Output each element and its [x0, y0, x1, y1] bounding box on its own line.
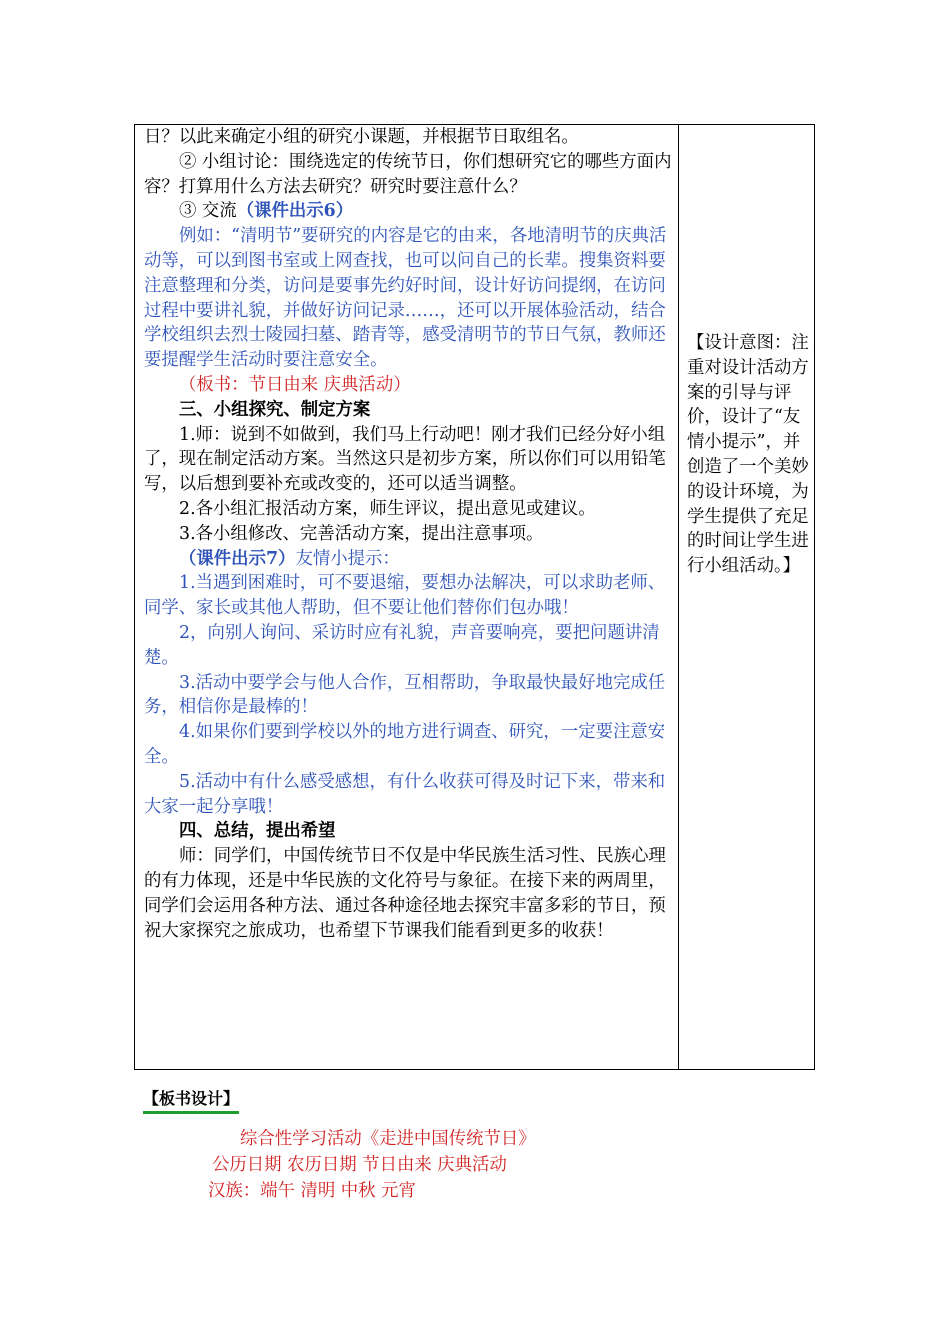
lesson-paragraph-segment: ③ 交流 — [179, 201, 237, 222]
design-intent-text: 【设计意图：注重对设计活动方案的引导与评价，设计了“友情小提示”，并创造了一个美妙的设计环境，为学生提供了充足的时间让学生进行小组活动。】 — [687, 333, 809, 577]
lesson-paragraph — [144, 547, 672, 572]
lesson-paragraph: 日？以此来确定小组的研究小课题，并根据节日取组名。 — [144, 127, 579, 147]
lesson-paragraph-segment: 友情小提示： — [295, 548, 400, 569]
lesson-paragraph-segment: （课件出示7） — [179, 548, 296, 569]
lesson-table — [134, 124, 815, 1070]
lesson-paragraph: ② 小组讨论：围绕选定的传统节日，你们想研究它的哪些方面内容？打算用什么方法去研究？研究时要注意什么？ — [144, 151, 672, 197]
lesson-paragraph: 三、小组探究、制定方案 — [179, 399, 371, 420]
board-line-title: 综合性学习活动《走进中国传统节日》 — [240, 1129, 536, 1149]
lesson-paragraph: 3.活动中要学会与他人合作，互相帮助，争取最快最好地完成任务，相信你是最棒的！ — [144, 672, 666, 718]
lesson-paragraph: 1.当遇到困难时，可不要退缩，要想办法解决，可以求助老师、同学、家长或其他人帮助，但不要让他们替你们包办哦！ — [144, 573, 666, 619]
lesson-paragraph: 例如：“清明节”要研究的内容是它的由来，各地清明节的庆典活动等，可以到图书室或上网查找，也可以问自己的长辈。搜集资料要注意整理和分类，访问是要事先约好时间，设计好访问提纲，在访问过程中要讲礼貌，并做好访问记录……，还可以开展体验活动，结合学校组织去烈士陵园扫墓、踏青等，感受清明节的节日气氛，教师还要提醒学生活动时要注意安全。 — [144, 226, 667, 371]
lesson-paragraph: 师：同学们，中国传统节日不仅是中华民族生活习性、民族心理的有力体现，还是中华民族的文化符号与象征。在接下来的两周里，同学们会运用各种方法、通过各种途径地去探究丰富多彩的节日，预祝大家探究之旅成功，也希望下节课我们能看到更多的收获！ — [144, 846, 666, 941]
design-intent — [687, 331, 809, 579]
board-design-title: 【板书设计】 — [143, 1086, 239, 1114]
lesson-paragraph: 2，向别人询问、采访时应有礼貌，声音要响亮，要把问题讲清楚。 — [144, 622, 660, 668]
lesson-paragraph: 5.活动中有什么感受感想，有什么收获可得及时记下来，带来和大家一起分享哦！ — [144, 771, 666, 817]
lesson-content-cell — [135, 125, 679, 1069]
lesson-paragraph: 3.各小组修改、完善活动方案，提出注意事项。 — [179, 523, 544, 544]
lesson-paragraph: 1.师：说到不如做到，我们马上行动吧！刚才我们已经分好小组了，现在制定活动方案。当然这只是初步方案，所以你们可以用铅笔写，以后想到要补充或改变的，还可以适当调整。 — [144, 424, 666, 495]
lesson-paragraph: 2.各小组汇报活动方案，师生评议，提出意见或建议。 — [179, 498, 596, 519]
design-intent-cell — [679, 125, 815, 1069]
lesson-paragraph — [144, 199, 672, 224]
lesson-paragraph: 四、总结，提出希望 — [179, 821, 336, 842]
lesson-paragraph: 4.如果你们要到学校以外的地方进行调查、研究，一定要注意安全。 — [144, 722, 666, 767]
lesson-content — [144, 125, 672, 943]
board-line-dates: 公历日期 农历日期 节日由来 庆典活动 — [212, 1155, 507, 1175]
lesson-paragraph: （板书：节日由来 庆典活动） — [179, 374, 411, 395]
lesson-paragraph-segment: （课件出示6） — [236, 201, 354, 222]
board-line-festivals: 汉族：端午 清明 中秋 元宵 — [208, 1181, 416, 1201]
